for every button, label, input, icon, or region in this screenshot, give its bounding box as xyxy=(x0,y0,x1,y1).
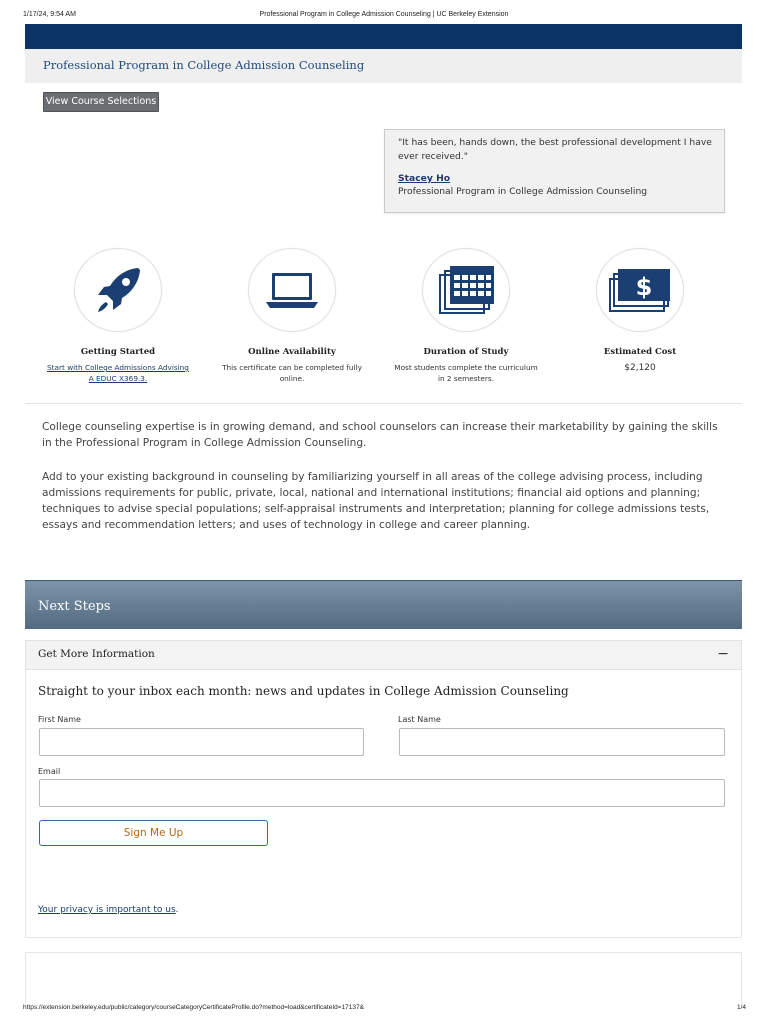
testimonial-author-link[interactable]: Stacey Ho xyxy=(398,173,451,184)
newsletter-signup-form xyxy=(25,670,742,938)
program-title-bar xyxy=(25,49,742,83)
sign-me-up-button[interactable]: Sign Me Up xyxy=(39,820,268,846)
feature-icon-circle xyxy=(422,248,510,332)
testimonial-box xyxy=(384,129,725,213)
collapse-icon[interactable]: − xyxy=(717,646,729,662)
email-label: Email xyxy=(38,767,61,776)
feature-title: Duration of Study xyxy=(423,347,509,357)
feature-icon-circle xyxy=(74,248,162,332)
laptop-icon xyxy=(263,269,321,311)
get-more-information-accordion[interactable] xyxy=(25,640,742,670)
next-section-panel xyxy=(25,952,742,1004)
feature-estimated-cost xyxy=(555,248,725,374)
dollar-icon xyxy=(608,267,672,313)
section-divider xyxy=(25,403,742,404)
print-header xyxy=(0,11,768,21)
feature-icon-circle xyxy=(248,248,336,332)
feature-duration-of-study xyxy=(381,248,551,384)
svg-text:$: $ xyxy=(635,273,653,301)
intro-paragraph: Add to your existing background in counseling by familiarizing yourself in all areas of the college advising process, including admissions requirements for public, private, local, national and international institutions; financial aid options and planning; techniques to advise special populations; self-appraisal instruments and interpretation; planning for college admissions tests, essays and recommendation letters; and uses of technology in college and career planning. xyxy=(42,470,710,532)
feature-online-availability xyxy=(207,248,377,384)
calendar-icon xyxy=(436,263,496,317)
feature-title: Estimated Cost xyxy=(603,347,677,357)
privacy-link[interactable]: Your privacy is important to us xyxy=(38,905,176,915)
next-steps-banner xyxy=(25,580,742,629)
page-title: Professional Program in College Admission Counseling xyxy=(43,58,365,72)
feature-title: Getting Started xyxy=(80,347,156,357)
feature-description: This certificate can be completed fully online. xyxy=(222,363,362,383)
feature-getting-started xyxy=(33,248,203,384)
rocket-icon xyxy=(90,262,146,318)
print-page-title: Professional Program in College Admission Counseling | UC Berkeley Extension xyxy=(259,11,509,18)
print-url: https://extension.berkeley.edu/public/category/courseCategoryCertificateProfile.do?method=load&certificateId=17137& xyxy=(23,1004,364,1011)
feature-title: Online Availability xyxy=(248,347,336,357)
first-name-label: First Name xyxy=(38,715,81,724)
feature-icon-circle xyxy=(596,248,684,332)
testimonial-quote: "It has been, hands down, the best professional development I have ever received." xyxy=(398,137,712,162)
view-course-selections-button[interactable]: View Course Selections xyxy=(43,92,159,112)
privacy-suffix: . xyxy=(175,905,179,915)
last-name-field[interactable] xyxy=(399,728,725,756)
site-header-bar xyxy=(25,24,742,49)
testimonial-program: Professional Program in College Admission Counseling xyxy=(398,186,648,197)
signup-heading: Straight to your inbox each month: news and updates in College Admission Counseling xyxy=(38,684,569,698)
last-name-label: Last Name xyxy=(398,715,441,724)
next-steps-title: Next Steps xyxy=(38,599,111,614)
privacy-note xyxy=(38,905,179,915)
getting-started-course-link[interactable]: Start with College Admissions Advising A EDUC X369.3. xyxy=(47,363,189,383)
intro-paragraph: College counseling expertise is in growing demand, and school counselors can increase their marketability by gaining the skills in the Professional Program in College Admission Counseling. xyxy=(42,421,718,450)
email-field[interactable] xyxy=(39,779,725,807)
accordion-title: Get More Information xyxy=(38,648,155,660)
print-page-number: 1/4 xyxy=(736,1004,746,1011)
program-description xyxy=(42,419,722,551)
feature-description: Most students complete the curriculum in 2 semesters. xyxy=(394,363,538,383)
estimated-cost-value: $2,120 xyxy=(624,363,656,373)
first-name-field[interactable] xyxy=(39,728,364,756)
print-datetime: 1/17/24, 9:54 AM xyxy=(23,11,76,18)
